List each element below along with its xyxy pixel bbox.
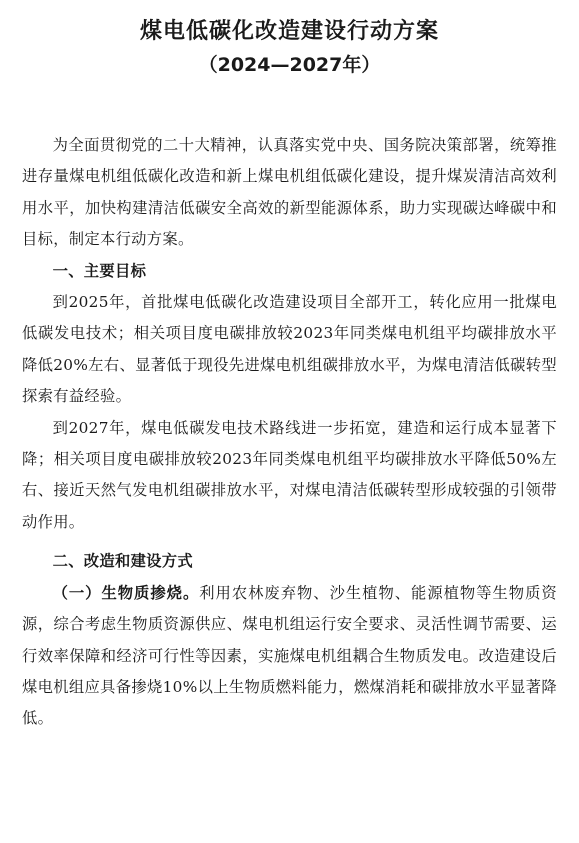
biomass-paragraph [22, 578, 557, 735]
document-subtitle: （2024—2027年） [198, 54, 381, 76]
biomass-lead: （一）生物质掺烧。 [52, 583, 200, 602]
section-heading-methods: 二、改造和建设方式 [52, 552, 193, 571]
intro-paragraph: 为全面贯彻党的二十大精神，认真落实党中央、国务院决策部署，统筹推进存量煤电机组低碳化改造和新上煤电机组低碳化建设，提升煤炭清洁高效利用水平，加快构建清洁低碳安全高效的新型能源体系，助力实现碳达峰碳中和目标，制定本行动方案。 [22, 136, 557, 249]
document-body [22, 130, 557, 735]
biomass-text: 利用农林废弃物、沙生植物、能源植物等生物质资源，综合考虑生物质资源供应、煤电机组运行安全要求、灵活性调节需要、运行效率保障和经济可行性等因素，实施煤电机组耦合生物质发电。改造建设后煤电机组应具备掺烧10%以上生物质燃料能力，燃煤消耗和碳排放水平显著降低。 [22, 583, 557, 728]
section-heading-main-goals: 一、主要目标 [52, 261, 147, 280]
goals-2025-paragraph: 到2025年，首批煤电低碳化改造建设项目全部开工，转化应用一批煤电低碳发电技术；相关项目度电碳排放较2023年同类煤电机组平均碳排放水平降低20%左右、显著低于现役先进煤电机组碳排放水平，为煤电清洁低碳转型探索有益经验。 [22, 293, 557, 406]
goals-2027-paragraph: 到2027年，煤电低碳发电技术路线进一步拓宽，建造和运行成本显著下降；相关项目度电碳排放较2023年同类煤电机组平均碳排放水平降低50%左右、接近天然气发电机组碳排放水平，对煤电清洁低碳转型形成较强的引领带动作用。 [22, 418, 557, 531]
document-title: 煤电低碳化改造建设行动方案 [139, 19, 439, 44]
